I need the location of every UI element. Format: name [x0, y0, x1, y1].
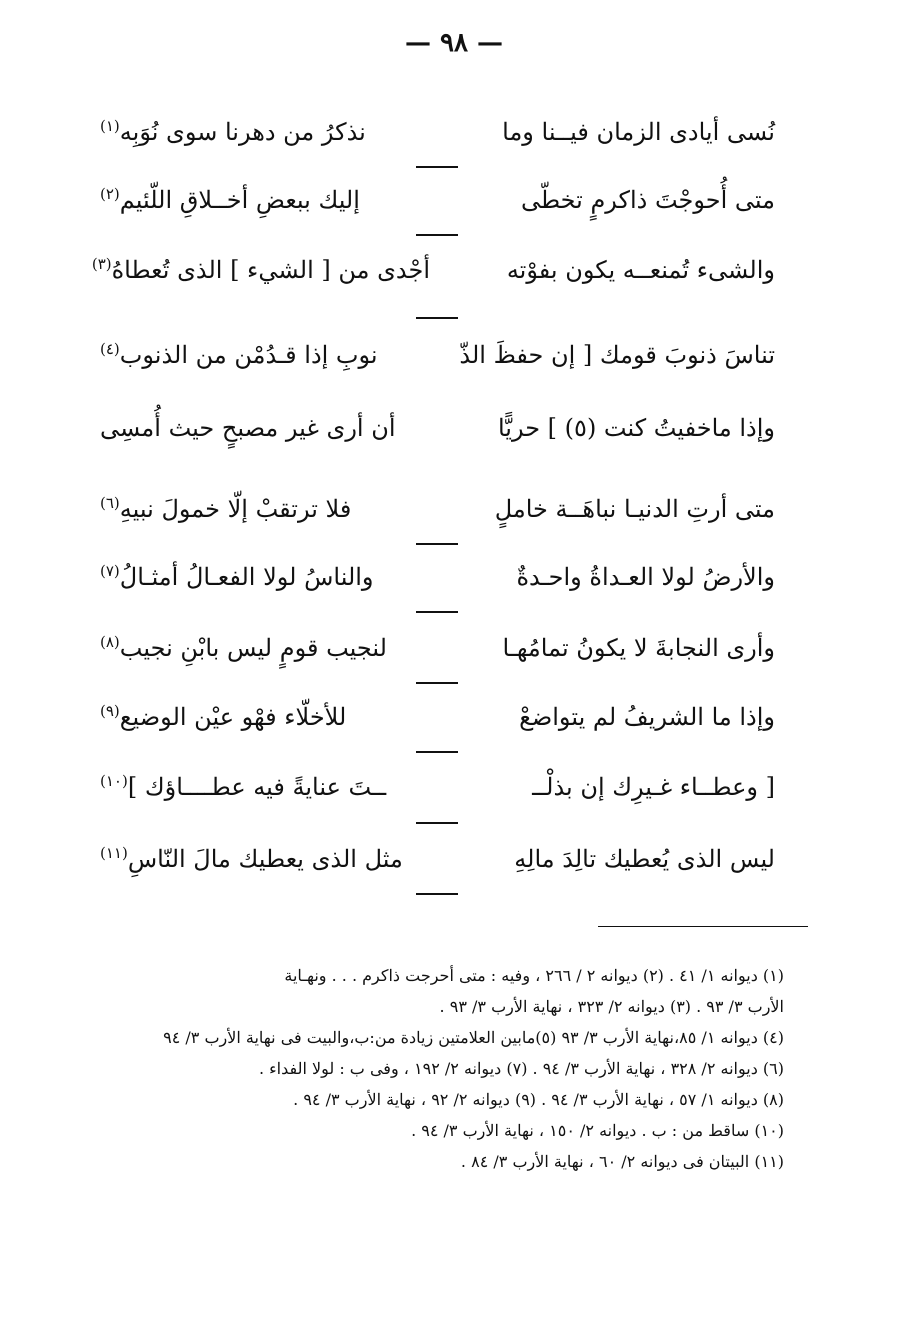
verse-8-first-hemistich: وأرى النجابةَ لا يكونُ تمامُهـا	[502, 634, 775, 662]
verse-5-second-hemistich: أن أرى غير مصبحٍ حيث أُمسِى	[100, 414, 396, 442]
verse-1	[100, 107, 775, 157]
verse-8-second-hemistich	[100, 623, 430, 673]
verse-4	[100, 330, 775, 380]
verse-11-note-ref: (١١)	[100, 844, 128, 862]
verse-7-second-hemistich	[100, 552, 430, 602]
verse-3-second-hemistich	[91, 245, 430, 295]
verse-9	[100, 692, 775, 742]
verse-9-second-hemistich	[100, 692, 430, 742]
verse-4-first-hemistich: تناسَ ذنوبَ قومك [ إن حفظَ الذّ	[459, 341, 775, 369]
verse-4-second-text: نوبِ إذا قـدُمْن من الذنوب	[119, 341, 378, 369]
verse-7-second-text: والناسُ لولا الفعـالُ أمثـالُ	[119, 563, 374, 591]
verse-8-second-text: لنجيب قومٍ ليس بابْنِ نجيب	[119, 634, 387, 662]
verse-9-second-text: للأخلّاء فهْو عيْن الوضيع	[119, 703, 347, 731]
verse-3	[91, 245, 775, 295]
verse-2-note-ref: (٢)	[100, 185, 120, 203]
verse-7-first-hemistich: والأرضُ لولا العـداةُ واحـدةٌ	[516, 563, 775, 591]
footnote-line: الأرب ٣/ ٩٣ . (٣) ديوانه ٢/ ٣٢٣ ، نهاية الأرب ٣/ ٩٣ .	[439, 997, 784, 1016]
verse-4-second-hemistich	[100, 330, 430, 380]
verse-separator	[416, 234, 458, 236]
footnote-line: (٤) ديوانه ١/ ٨٥،نهاية الأرب ٣/ ٩٣ (٥)مابين العلامتين زيادة من:ب،والبيت فى نهاية الأرب ٣/ ٩٤	[163, 1028, 784, 1047]
verse-6-second-text: فلا ترتقبْ إلّا خمولَ نبيهِ	[119, 495, 352, 523]
verse-1-second-text: نذكرُ من دهرنا سوى نُوَبِه	[119, 118, 366, 146]
verse-2-second-text: إليك ببعضِ أخــلاقِ اللّئيم	[119, 186, 360, 214]
verse-separator	[416, 543, 458, 545]
verse-8	[100, 623, 775, 673]
verse-1-first-hemistich: نُسى أيادى الزمان فيــنا وما	[502, 118, 775, 146]
verse-4-note-ref: (٤)	[100, 340, 120, 358]
verse-6	[100, 484, 775, 534]
verse-10-note-ref: (١٠)	[100, 772, 128, 790]
verse-5-first-hemistich: وإذا ماخفيتُ كنت (٥) ] حريًّا	[497, 414, 775, 442]
verse-6-second-hemistich	[100, 484, 430, 534]
verse-1-second-hemistich	[100, 107, 430, 157]
page-number: — ٩٨ —	[404, 28, 504, 58]
footnote-line: (١١) البيتان فى ديوانه ٢/ ٦٠ ، نهاية الأرب ٣/ ٨٤ .	[460, 1152, 784, 1171]
footnote-divider	[598, 926, 808, 927]
footnote-line: (٨) ديوانه ١/ ٥٧ ، نهاية الأرب ٣/ ٩٤ . (٩) ديوانه ٢/ ٩٢ ، نهاية الأرب ٣/ ٩٤ .	[293, 1090, 784, 1109]
verse-10-first-hemistich: [ وعطــاء غـيرِك إن بذلْــ	[532, 773, 775, 801]
verse-separator	[416, 611, 458, 613]
verse-9-note-ref: (٩)	[100, 702, 120, 720]
verse-2	[100, 175, 775, 225]
verse-separator	[416, 822, 458, 824]
footnotes	[70, 960, 784, 1177]
verse-11	[100, 834, 775, 884]
verse-2-first-hemistich: متى أُحوجْتَ ذاكرمٍ تخطّى	[520, 186, 775, 214]
verse-10	[100, 762, 775, 812]
verse-11-first-hemistich: ليس الذى يُعطيك تالِدَ مالِهِ	[514, 845, 775, 873]
verse-7-note-ref: (٧)	[100, 562, 120, 580]
verse-separator	[416, 751, 458, 753]
verse-6-first-hemistich: متى أرتِ الدنيـا نباهَــة خاملٍ	[494, 495, 775, 523]
verse-11-second-text: مثل الذى يعطيك مالَ النّاسِ	[127, 845, 403, 873]
verse-separator	[416, 893, 458, 895]
verse-3-first-hemistich: والشىء تُمنعــه يكون بفوْته	[506, 256, 775, 284]
footnote-line: (١٠) ساقط من : ب . ديوانه ٢/ ١٥٠ ، نهاية الأرب ٣/ ٩٤ .	[411, 1121, 784, 1140]
verse-3-second-text: أجْدى من [ الشيء ] الذى تُعطاهُ	[111, 256, 430, 284]
footnote-line: (٦) ديوانه ٢/ ٣٢٨ ، نهاية الأرب ٣/ ٩٤ . (٧) ديوانه ٢/ ١٩٢ ، وفى ب : لولا الفداء .	[258, 1059, 784, 1078]
verse-10-second-hemistich	[100, 762, 430, 812]
verse-3-note-ref: (٣)	[91, 255, 112, 273]
verse-7	[100, 552, 775, 602]
verse-11-second-hemistich	[100, 834, 430, 884]
footnote-line: (١) ديوانه ١/ ٤١ . (٢) ديوانه ٢ / ٢٦٦ ، وفيه : متى أحرجت ذاكرم . . . ونهـاية	[284, 966, 784, 985]
verse-6-note-ref: (٦)	[100, 494, 120, 512]
verse-10-second-text: ــتَ عنايةً فيه عطــــاؤك ]	[127, 773, 387, 801]
verse-separator	[416, 166, 458, 168]
verse-2-second-hemistich	[100, 175, 430, 225]
verse-8-note-ref: (٨)	[100, 633, 120, 651]
verse-5	[100, 403, 775, 453]
verse-separator	[416, 682, 458, 684]
verse-9-first-hemistich: وإذا ما الشريفُ لم يتواضعْ	[519, 703, 775, 731]
verse-1-note-ref: (١)	[100, 117, 120, 135]
verse-separator	[416, 317, 458, 319]
